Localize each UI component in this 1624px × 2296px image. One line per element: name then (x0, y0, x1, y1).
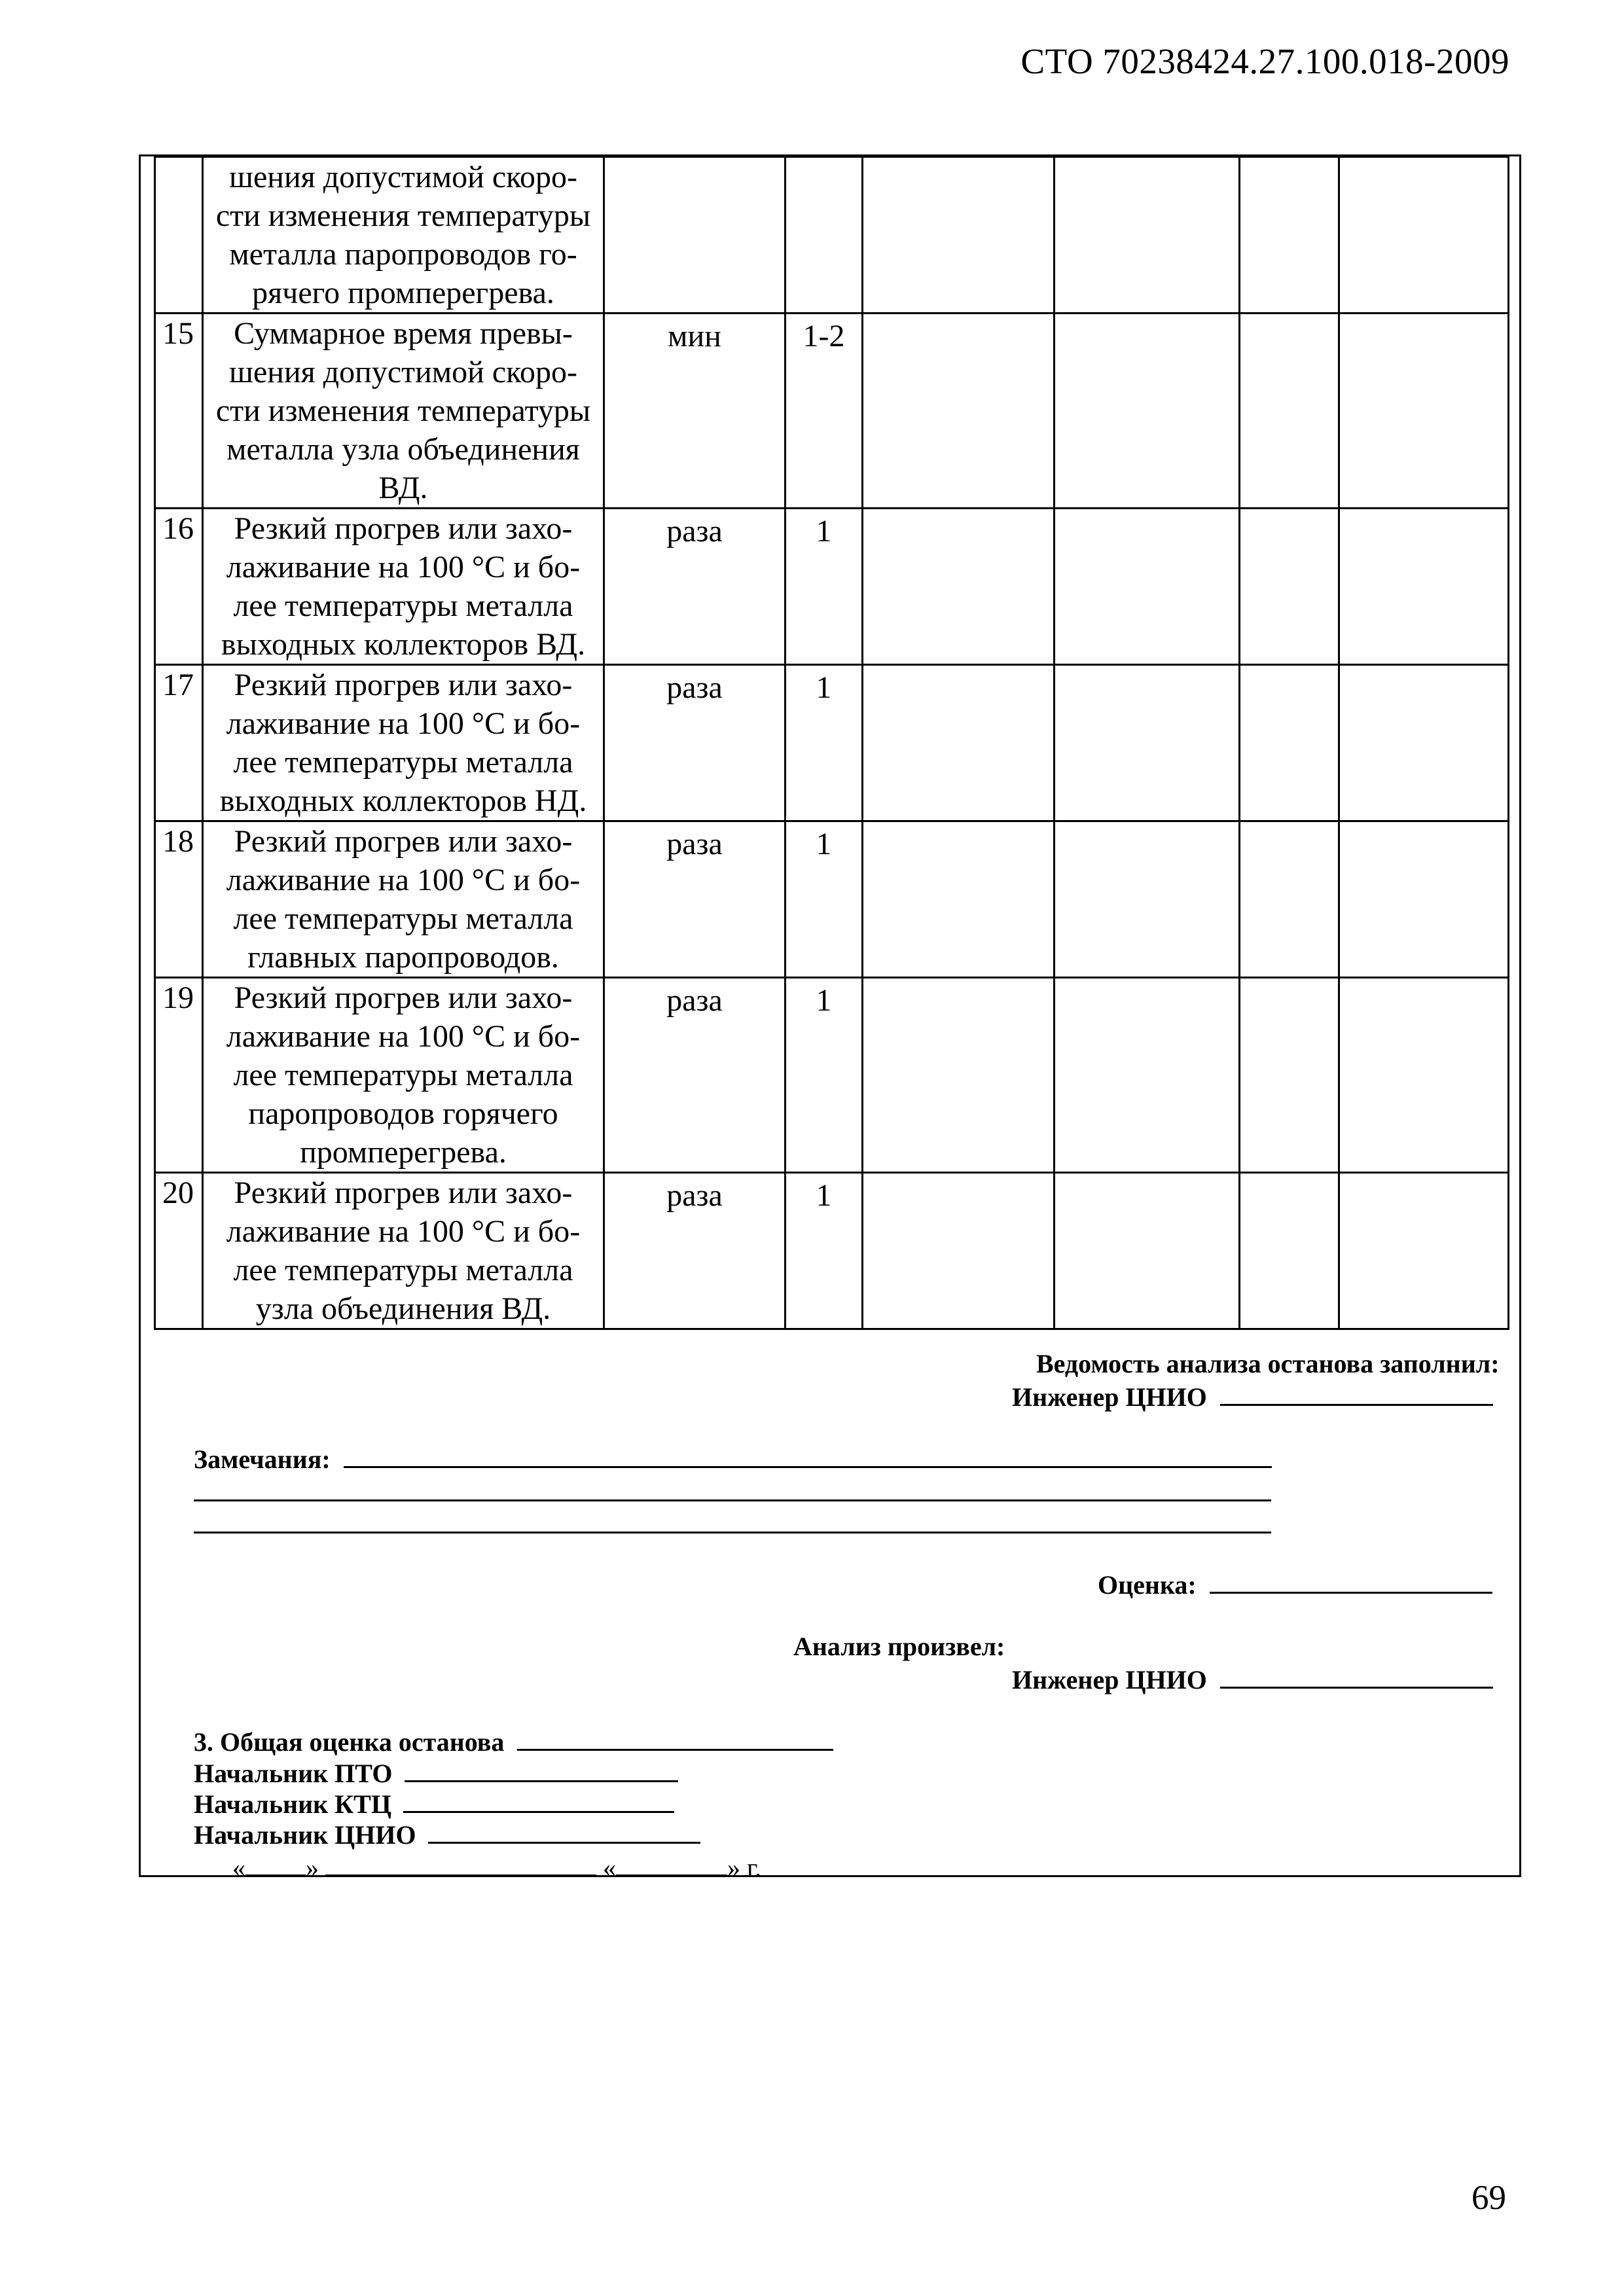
norm-value-cell: 1-2 (785, 314, 863, 509)
row-number: 16 (155, 509, 203, 665)
parameter-name-line: ВД. (378, 471, 428, 505)
row-number: 20 (155, 1173, 203, 1329)
empty-entry-cell[interactable] (1055, 509, 1240, 665)
document-code: СТО 70238424.27.100.018-2009 (1020, 41, 1509, 81)
page-number: 69 (1471, 2179, 1506, 2217)
parameter-name-line: паропроводов горячего (248, 1096, 558, 1131)
remarks-line-1[interactable] (344, 1444, 1272, 1468)
empty-entry-cell[interactable] (863, 1173, 1055, 1329)
norm-value-cell (785, 157, 863, 314)
empty-entry-cell[interactable] (863, 509, 1055, 665)
unit-cell (604, 157, 785, 314)
unit-cell: мин (604, 314, 785, 509)
empty-entry-cell[interactable] (1339, 509, 1509, 665)
norm-value-cell: 1 (785, 821, 863, 978)
rating-label: Оценка: (1098, 1570, 1197, 1600)
date-quote-close: » (306, 1853, 319, 1882)
empty-entry-cell[interactable] (1055, 1173, 1240, 1329)
empty-entry-cell[interactable] (1055, 978, 1240, 1173)
parameter-name-line: Резкий прогрев или захо- (234, 1175, 573, 1210)
unit-cell: раза (604, 1173, 785, 1329)
table-row (155, 509, 1509, 665)
overall-rating-line[interactable] (517, 1727, 833, 1751)
date-day-line[interactable] (245, 1855, 306, 1876)
empty-entry-cell[interactable] (1339, 821, 1509, 978)
table-row (155, 157, 1509, 314)
empty-entry-cell[interactable] (863, 821, 1055, 978)
date-year-suffix: » г. (727, 1853, 761, 1882)
parameter-name (203, 509, 604, 665)
parameter-name-line: сти изменения температуры (215, 393, 591, 428)
parameters-table (154, 156, 1509, 1330)
row-number: 15 (155, 314, 203, 509)
empty-entry-cell[interactable] (1055, 157, 1240, 314)
unit-cell: раза (604, 821, 785, 978)
date-quote-open-2: « (603, 1853, 616, 1882)
parameter-name-line: лее температуры металла (233, 745, 573, 780)
parameter-name-line: Суммарное время превы- (234, 316, 573, 351)
head-pto-signature-line[interactable] (405, 1758, 678, 1782)
parameter-name-line: лее температуры металла (233, 1253, 573, 1287)
remarks-label: Замечания: (194, 1444, 331, 1474)
empty-entry-cell[interactable] (863, 314, 1055, 509)
table-row (155, 665, 1509, 821)
parameter-name-line: Резкий прогрев или захо- (234, 980, 573, 1015)
head-ktc-label: Начальник КТЦ (194, 1789, 391, 1819)
head-pto-field (194, 1758, 678, 1789)
parameter-name-line: шения допустимой скоро- (228, 355, 578, 389)
row-number (155, 157, 203, 314)
date-quote-open: « (232, 1853, 245, 1882)
engineer-label-1: Инженер ЦНИО (1012, 1382, 1207, 1412)
table-row (155, 821, 1509, 978)
engineer-signature-line-1[interactable] (1220, 1382, 1493, 1406)
head-pto-label: Начальник ПТО (194, 1759, 393, 1788)
table-row (155, 978, 1509, 1173)
empty-entry-cell[interactable] (1240, 665, 1339, 821)
parameter-name (203, 157, 604, 314)
parameter-name-line: выходных коллекторов НД. (219, 783, 587, 818)
empty-entry-cell[interactable] (1339, 1173, 1509, 1329)
parameter-name-line: лаживание на 100 °С и бо- (226, 863, 581, 897)
empty-entry-cell[interactable] (1339, 314, 1509, 509)
empty-entry-cell[interactable] (1240, 157, 1339, 314)
parameter-name-line: Резкий прогрев или захо- (234, 824, 573, 859)
row-number: 17 (155, 665, 203, 821)
empty-entry-cell[interactable] (1339, 978, 1509, 1173)
parameter-name-line: Резкий прогрев или захо- (234, 511, 573, 546)
parameter-name-line: лаживание на 100 °С и бо- (226, 550, 581, 584)
empty-entry-cell[interactable] (863, 157, 1055, 314)
row-number: 19 (155, 978, 203, 1173)
empty-entry-cell[interactable] (1339, 157, 1509, 314)
table-row (155, 1173, 1509, 1329)
parameter-name-line: сти изменения температуры (215, 198, 591, 233)
empty-entry-cell[interactable] (863, 978, 1055, 1173)
norm-value-cell: 1 (785, 509, 863, 665)
parameter-name (203, 1173, 604, 1329)
remarks-line-2[interactable] (194, 1499, 1271, 1501)
empty-entry-cell[interactable] (1240, 1173, 1339, 1329)
parameter-name (203, 821, 604, 978)
empty-entry-cell[interactable] (1055, 821, 1240, 978)
parameter-name-line: металла узла объединения (226, 432, 580, 467)
remarks-field (194, 1444, 1272, 1475)
parameter-name-line: лее температуры металла (233, 588, 573, 623)
empty-entry-cell[interactable] (1240, 978, 1339, 1173)
overall-rating-field (194, 1727, 833, 1757)
head-cnio-field (194, 1820, 700, 1850)
remarks-line-3[interactable] (194, 1532, 1271, 1534)
head-cnio-signature-line[interactable] (428, 1820, 700, 1844)
parameter-name-line: рячего промперегрева. (252, 276, 554, 310)
empty-entry-cell[interactable] (1339, 665, 1509, 821)
parameter-name-line: лаживание на 100 °С и бо- (226, 1019, 581, 1054)
date-year-line[interactable] (616, 1855, 727, 1876)
rating-field (1098, 1570, 1492, 1600)
norm-value-cell: 1 (785, 1173, 863, 1329)
norm-value-cell: 1 (785, 665, 863, 821)
table-row (155, 314, 1509, 509)
norm-value-cell: 1 (785, 978, 863, 1173)
engineer-label-2: Инженер ЦНИО (1012, 1665, 1207, 1695)
unit-cell: раза (604, 978, 785, 1173)
row-number: 18 (155, 821, 203, 978)
parameter-name-line: лаживание на 100 °С и бо- (226, 1214, 581, 1249)
parameter-name-line: металла паропроводов го- (229, 237, 577, 272)
filled-by-label: Ведомость анализа останова заполнил: (1036, 1349, 1500, 1378)
analysis-by-label: Анализ произвел: (793, 1632, 1005, 1661)
empty-entry-cell[interactable] (1055, 314, 1240, 509)
parameter-name-line: лее температуры металла (233, 1058, 573, 1092)
empty-entry-cell[interactable] (1240, 314, 1339, 509)
empty-entry-cell[interactable] (1055, 665, 1240, 821)
parameter-name (203, 978, 604, 1173)
empty-entry-cell[interactable] (1240, 509, 1339, 665)
empty-entry-cell[interactable] (863, 665, 1055, 821)
parameter-name (203, 665, 604, 821)
parameter-name-line: лее температуры металла (233, 901, 573, 936)
date-field (232, 1852, 761, 1883)
parameter-name (203, 314, 604, 509)
unit-cell: раза (604, 665, 785, 821)
parameter-name-line: шения допустимой скоро- (228, 160, 578, 194)
head-ktc-signature-line[interactable] (403, 1789, 674, 1813)
head-cnio-label: Начальник ЦНИО (194, 1820, 416, 1850)
empty-entry-cell[interactable] (1240, 821, 1339, 978)
unit-cell: раза (604, 509, 785, 665)
engineer-signature-2 (1012, 1664, 1493, 1695)
parameter-name-line: лаживание на 100 °С и бо- (226, 706, 581, 741)
engineer-signature-line-2[interactable] (1220, 1664, 1493, 1689)
rating-line[interactable] (1210, 1570, 1492, 1594)
parameter-name-line: главных паропроводов. (247, 940, 559, 975)
head-ktc-field (194, 1789, 674, 1820)
parameter-name-line: Резкий прогрев или захо- (234, 668, 573, 702)
parameter-name-line: узла объединения ВД. (255, 1291, 551, 1326)
engineer-signature-1 (1012, 1382, 1493, 1412)
overall-rating-label: 3. Общая оценка останова (194, 1727, 505, 1757)
date-month-line[interactable] (325, 1855, 596, 1876)
parameter-name-line: промперегрева. (300, 1135, 507, 1170)
parameter-name-line: выходных коллекторов ВД. (221, 627, 586, 662)
